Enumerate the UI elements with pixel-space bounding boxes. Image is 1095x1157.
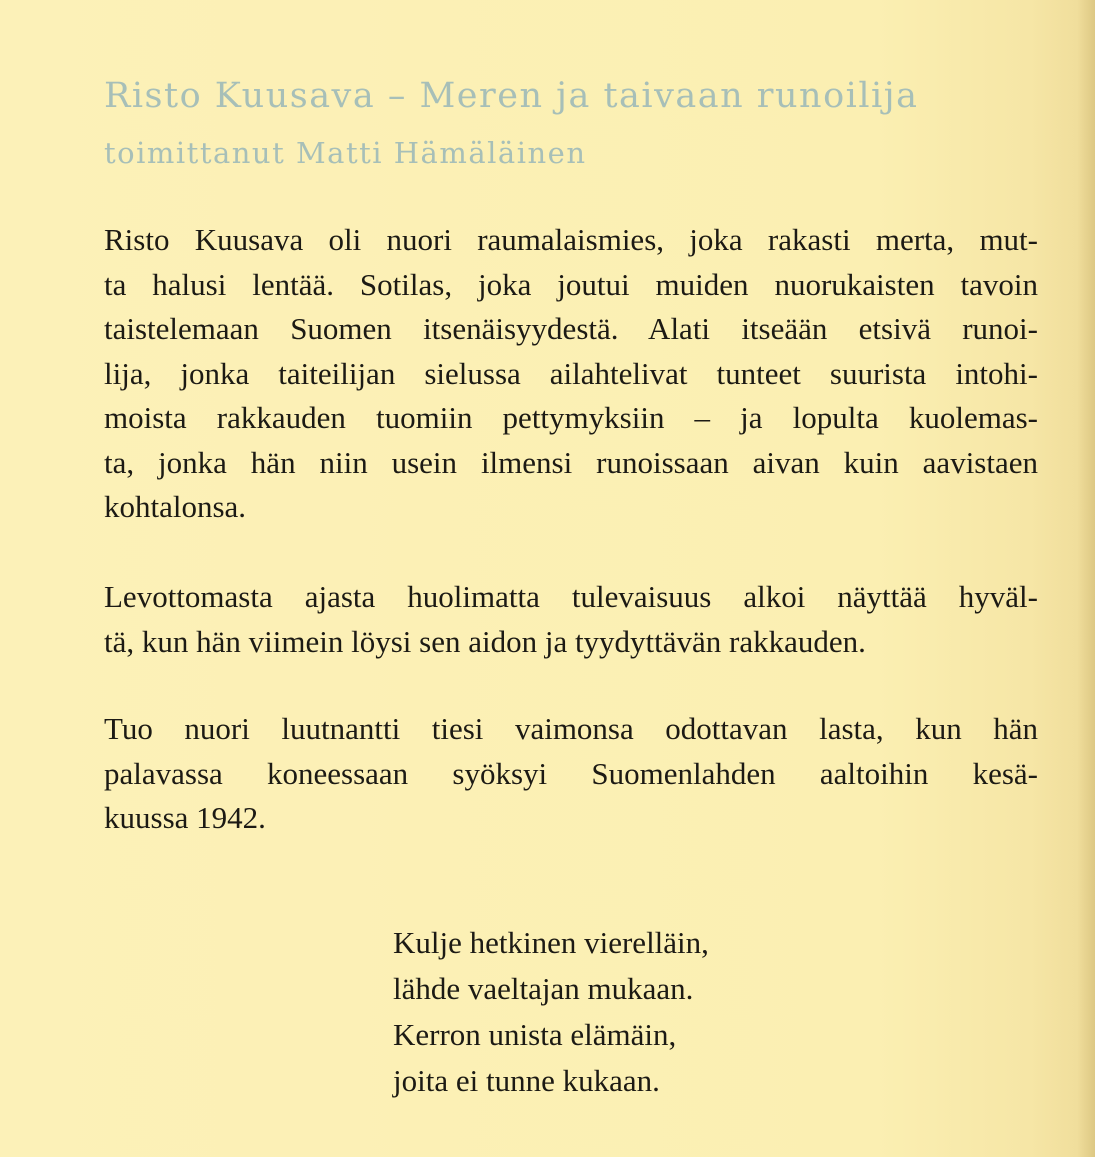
- text-line: kuussa 1942.: [104, 800, 266, 835]
- text-line: Risto Kuusava oli nuori raumalaismies, joka rakasti merta, mut-: [104, 222, 1038, 257]
- text-line: kohtalonsa.: [104, 489, 247, 524]
- text-line: lija, jonka taiteilijan sielussa ailahtelivat tunteet suurista intohi-: [104, 355, 1038, 391]
- paragraph-intro: [104, 218, 1038, 530]
- paragraph-fate: [104, 707, 1038, 841]
- paragraph-future: [104, 575, 1038, 664]
- text-line: Levottomasta ajasta huolimatta tulevaisuus alkoi näyttää hyväl-: [104, 579, 1038, 614]
- page-title: Risto Kuusava – Meren ja taivaan runoilija: [104, 76, 919, 116]
- poem-verse: [393, 920, 709, 1104]
- text-line: tä, kun hän viimein löysi sen aidon ja tyydyttävän rakkauden.: [104, 623, 866, 659]
- text-line: Tuo nuori luutnantti tiesi vaimonsa odottavan lasta, kun hän: [104, 711, 1038, 746]
- poem-line: Kerron unista elämäin,: [393, 1017, 677, 1052]
- text-line: ta halusi lentää. Sotilas, joka joutui muiden nuorukaisten tavoin: [104, 266, 1038, 302]
- poem-line: lähde vaeltajan mukaan.: [393, 971, 694, 1006]
- text-line: ta, jonka hän niin usein ilmensi runoissaan aivan kuin aavistaen: [104, 444, 1038, 480]
- page-subtitle: toimittanut Matti Hämäläinen: [104, 136, 587, 170]
- page-edge-shadow: [1077, 0, 1095, 1157]
- text-line: taistelemaan Suomen itsenäisyydestä. Alati itseään etsivä runoi-: [104, 311, 1038, 346]
- text-line: palavassa koneessaan syöksyi Suomenlahden aaltoihin kesä-: [104, 755, 1038, 791]
- poem-line: joita ei tunne kukaan.: [393, 1063, 660, 1098]
- poem-line: Kulje hetkinen vierelläin,: [393, 925, 709, 960]
- text-line: moista rakkauden tuomiin pettymyksiin – ja lopulta kuolemas-: [104, 400, 1038, 435]
